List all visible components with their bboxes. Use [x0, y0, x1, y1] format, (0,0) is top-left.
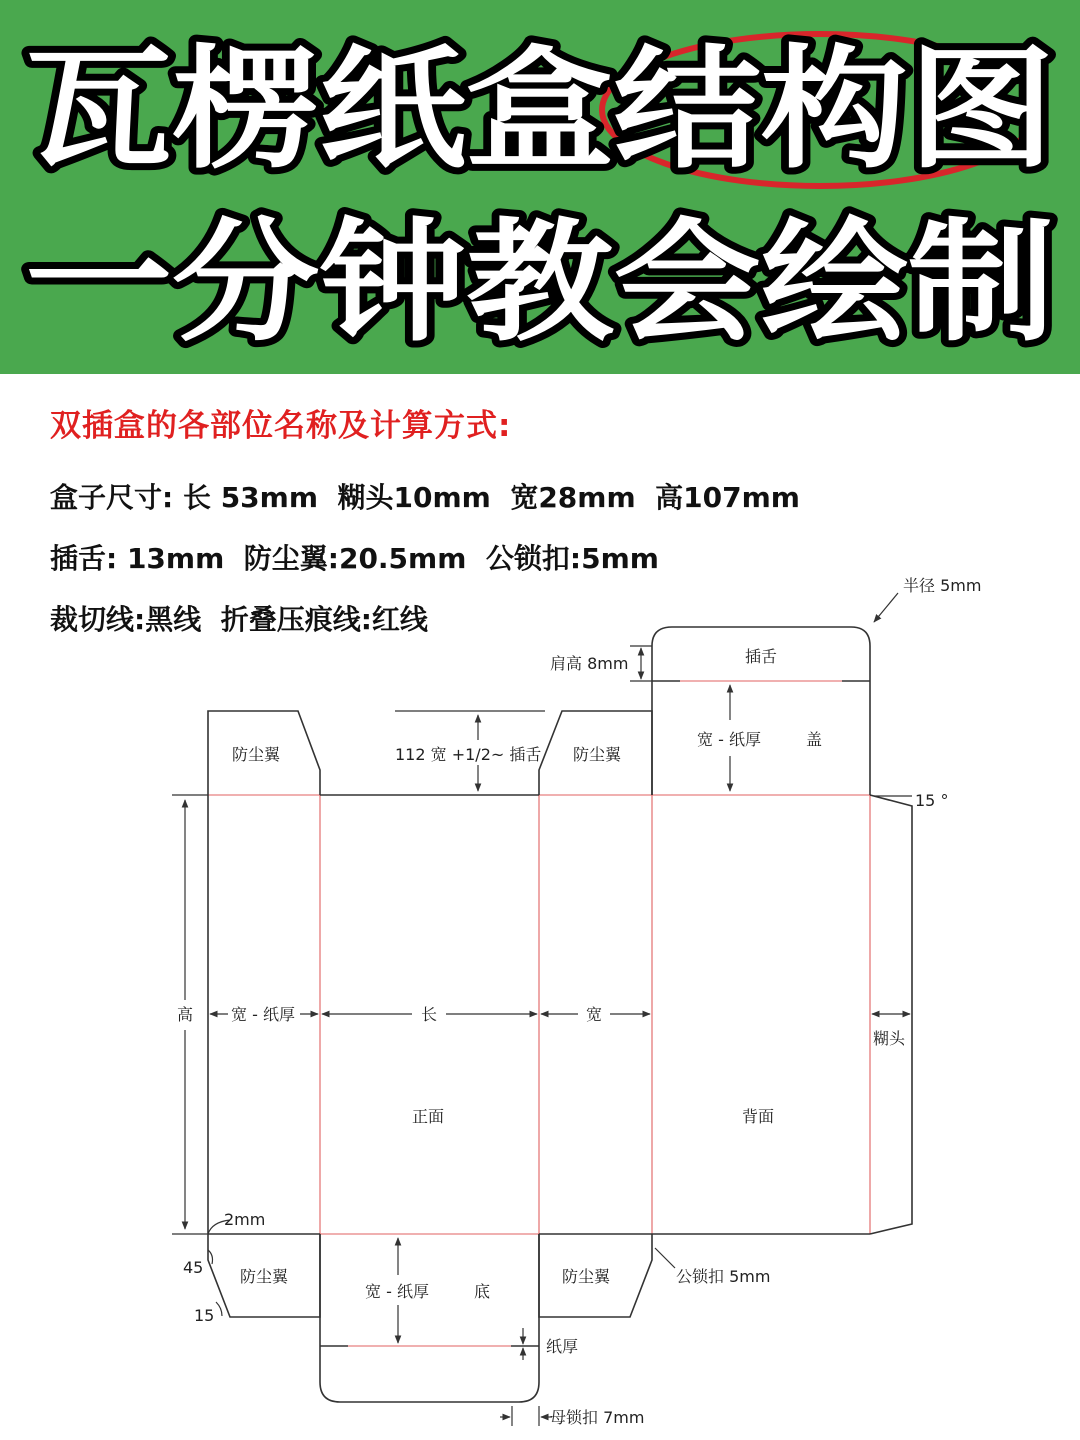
label-width-minus-thickness: 宽 - 纸厚 — [231, 1005, 295, 1024]
label-top-formula: 112 宽 +1/2~ 插舌 — [395, 745, 542, 764]
label-dust-flap-bottom-left: 防尘翼 — [240, 1267, 289, 1286]
label-lid: 盖 — [806, 730, 823, 749]
label-back: 背面 — [741, 1107, 775, 1126]
spec-line-legend: 裁切线:黑线 折叠压痕线:红线 — [50, 603, 428, 636]
label-length: 长 — [420, 1005, 438, 1024]
label-height: 高 — [177, 1005, 194, 1024]
label-dust-flap-top-left: 防尘翼 — [232, 745, 281, 764]
title-line-2: 一分钟教会绘制 — [25, 206, 1055, 360]
label-thickness: 纸厚 — [546, 1337, 579, 1356]
label-angle-45: 45 — [183, 1258, 204, 1277]
section-heading: 双插盒的各部位名称及计算方式: — [50, 408, 512, 444]
label-shoulder: 肩高 8mm — [550, 654, 629, 673]
label-glue-flap: 糊头 — [873, 1029, 906, 1048]
bottom-lid — [320, 1234, 539, 1402]
label-angle-15: 15 ° — [915, 791, 949, 810]
label-dust-flap-top-mid: 防尘翼 — [573, 745, 622, 764]
title-banner — [0, 0, 1080, 374]
dieline-diagram — [0, 560, 1080, 1440]
male-lock-leader — [655, 1248, 675, 1268]
label-gap-2mm: 2mm — [224, 1210, 266, 1229]
label-angle-15b: 15 — [194, 1306, 215, 1325]
label-radius: 半径 5mm — [903, 576, 982, 595]
label-front: 正面 — [411, 1107, 445, 1126]
label-bottom-width: 宽 - 纸厚 — [365, 1282, 429, 1301]
spec-box-size: 盒子尺寸: 长 53mm 糊头10mm 宽28mm 高107mm — [50, 481, 800, 514]
angle15-arc — [216, 1302, 222, 1316]
label-female-lock: 母锁扣 7mm — [550, 1408, 645, 1427]
diagram-labels — [177, 576, 981, 1427]
spec-flaps: 插舌: 13mm 防尘翼:20.5mm 公锁扣:5mm — [50, 542, 659, 575]
title-banner-art — [0, 0, 1080, 374]
label-dust-flap-bottom-mid: 防尘翼 — [562, 1267, 611, 1286]
label-width: 宽 — [585, 1005, 603, 1024]
label-lid-width: 宽 - 纸厚 — [697, 730, 761, 749]
label-male-lock: 公锁扣 5mm — [676, 1267, 771, 1286]
radius-leader — [874, 593, 898, 622]
label-bottom: 底 — [474, 1282, 491, 1301]
label-tuck-tongue: 插舌 — [744, 647, 778, 666]
title-line-1: 瓦楞纸盒结构图 — [25, 33, 1055, 187]
